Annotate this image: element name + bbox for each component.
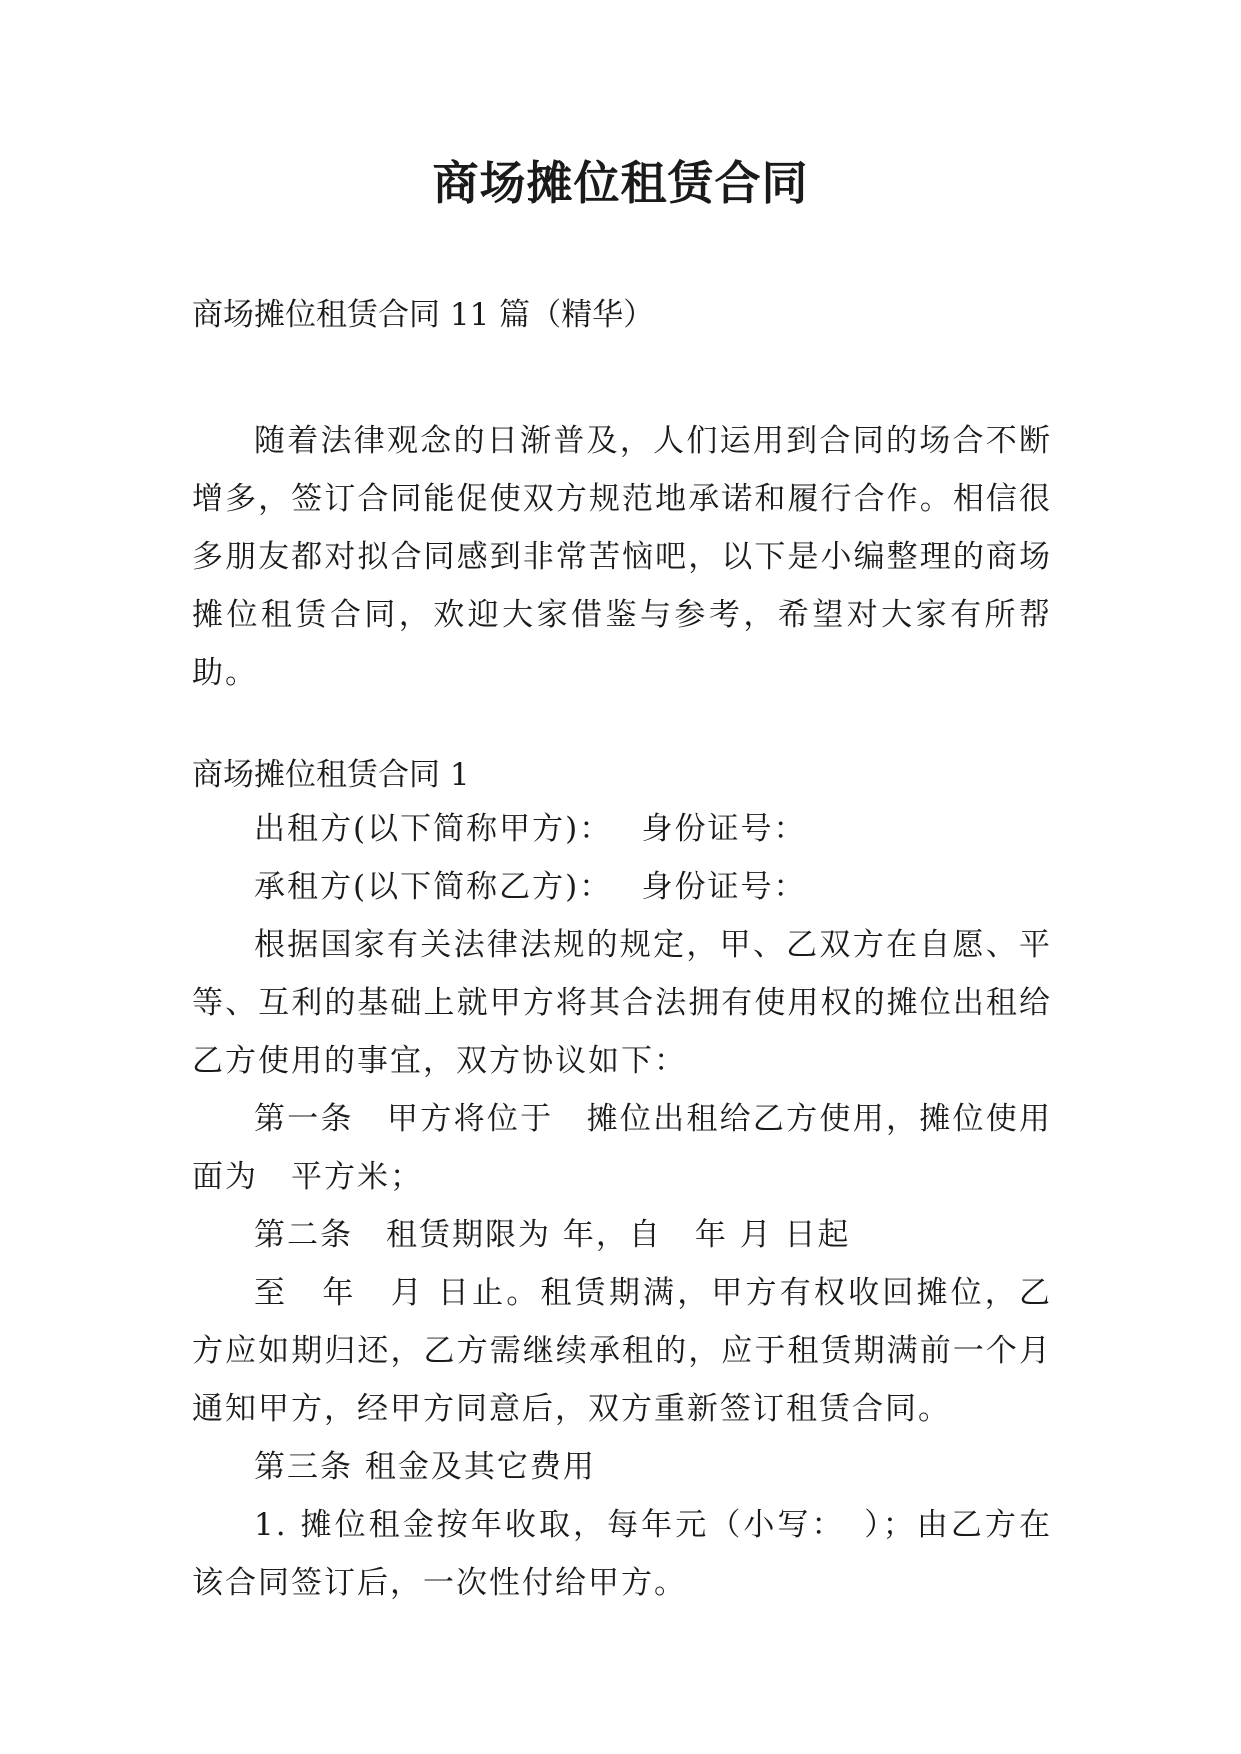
article-3-title: 第三条 租金及其它费用 <box>254 1449 596 1485</box>
spacer <box>192 340 1052 412</box>
article-2-line-2: 至 年 月 日止。租赁期满，甲方有权收回摊位，乙方应如期归还，乙方需继续承租的，应于租赁期满前一个月通知甲方，经甲方同意后，双方重新签订租赁合同。 <box>192 1275 1052 1427</box>
lessee-line: 承租方(以下简称乙方)： 身份证号： <box>254 869 807 905</box>
article-3-item-1: 1. 摊位租金按年收取，每年元（小写： ）；由乙方在该合同签订后，一次性付给甲方。 <box>192 1507 1052 1601</box>
lessor-line: 出租方(以下简称甲方)： 身份证号： <box>254 811 807 847</box>
document-body <box>192 290 1052 1612</box>
spacer <box>192 702 1052 750</box>
article-2-line-1: 第二条 租赁期限为 年，自 年 月 日起 <box>254 1217 851 1253</box>
preamble-paragraph: 根据国家有关法律法规的规定，甲、乙双方在自愿、平等、互利的基础上就甲方将其合法拥有使用权的摊位出租给乙方使用的事宜，双方协议如下： <box>192 927 1052 1079</box>
intro-paragraph: 随着法律观念的日渐普及，人们运用到合同的场合不断增多，签订合同能促使双方规范地承诺和履行合作。相信很多朋友都对拟合同感到非常苦恼吧，以下是小编整理的商场摊位租赁合同，欢迎大家借鉴与参考，希望对大家有所帮助。 <box>192 423 1052 691</box>
document-title: 商场摊位租赁合同 <box>432 156 809 210</box>
section-title: 商场摊位租赁合同 1 <box>192 757 470 793</box>
article-1: 第一条 甲方将位于 摊位出租给乙方使用，摊位使用面为 平方米； <box>192 1101 1052 1195</box>
document-subtitle: 商场摊位租赁合同 11 篇（精华） <box>192 297 655 333</box>
